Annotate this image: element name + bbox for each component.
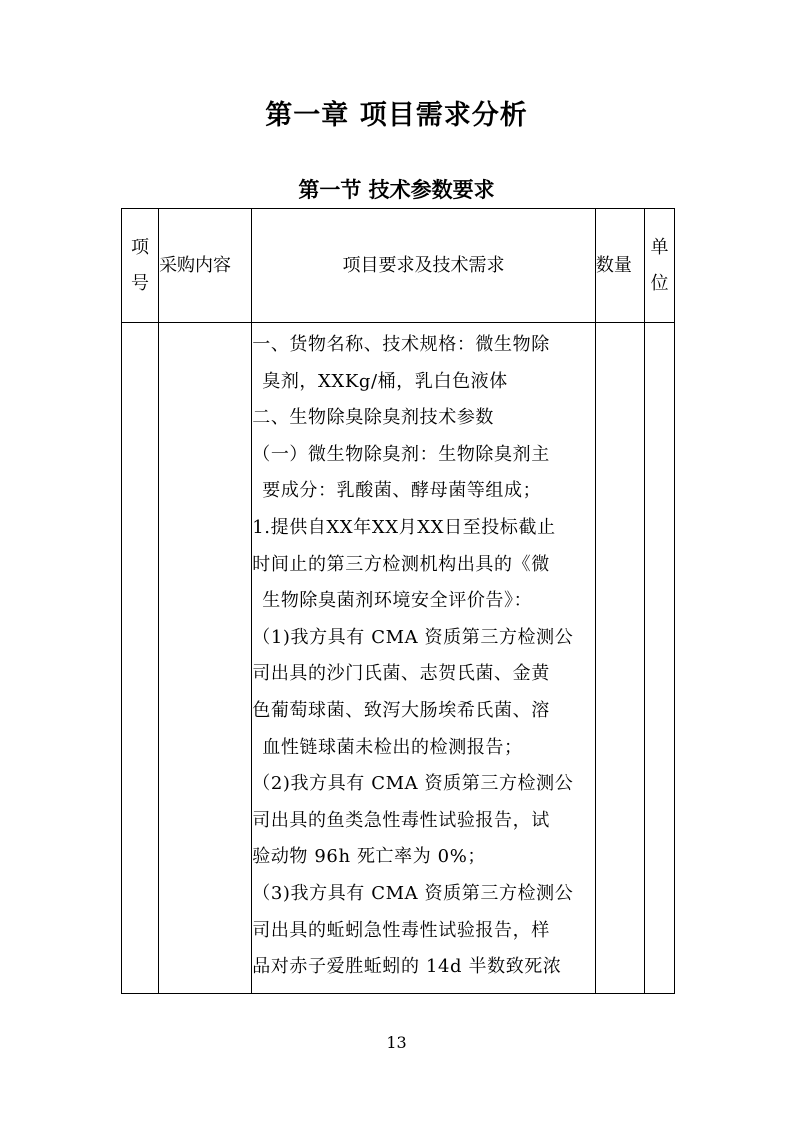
requirement-line: 时间止的第三方检测机构出具的《微 [252,553,550,575]
requirement-line: 1.提供自XX年XX月XX日至投标截止 [252,516,556,538]
requirement-line: 臭剂，XXKg/桶，乳白色液体 [262,370,508,392]
technical-parameters-table [121,208,675,994]
section-title: 第一节 技术参数要求 [298,177,495,202]
cell-item-number [122,323,159,994]
requirement-line: （2)我方具有 CMA 资质第三方检测公 [252,773,574,795]
header-unit-line2: 位 [650,272,669,294]
cell-requirements [252,323,596,994]
requirement-line: 品对赤子爱胜蚯蚓的 14d 半数致死浓 [252,956,562,978]
requirement-line: 司出具的沙门氏菌、志贺氏菌、金黄 [252,663,550,685]
cell-unit [644,323,674,994]
requirement-line: 一、货物名称、技术规格：微生物除 [252,334,550,355]
requirement-line: （1)我方具有 CMA 资质第三方检测公 [252,626,574,648]
requirement-line: 司出具的鱼类急性毒性试验报告，试 [252,809,550,831]
header-item-number [122,209,159,323]
requirement-line: 司出具的蚯蚓急性毒性试验报告，样 [252,919,550,941]
cell-procurement-content [159,323,252,994]
header-procurement-content: 采购内容 [159,209,252,323]
requirement-line: （一）微生物除臭剂：生物除臭剂主 [252,443,550,465]
requirement-line: 要成分：乳酸菌、酵母菌等组成； [262,480,542,502]
requirement-line: 色葡萄球菌、致泻大肠埃希氏菌、溶 [252,699,550,721]
header-item-number-line1: 项 [131,236,150,258]
header-requirements: 项目要求及技术需求 [252,209,596,323]
table-header-row [122,209,675,323]
requirement-line: （3)我方具有 CMA 资质第三方检测公 [252,882,574,904]
requirement-line: 验动物 96h 死亡率为 0%； [252,846,487,868]
requirement-line: 血性链球菌未检出的检测报告； [262,736,523,758]
header-quantity: 数量 [595,209,644,323]
header-unit [644,209,674,323]
chapter-title: 第一章 项目需求分析 [265,100,528,131]
cell-quantity [595,323,644,994]
requirement-line: 二、生物除臭除臭剂技术参数 [252,407,495,429]
header-item-number-line2: 号 [131,272,150,294]
page-number: 13 [386,1033,407,1052]
table-row [122,323,675,994]
requirement-line: 生物除臭菌剂环境安全评价告》： [262,590,533,612]
header-unit-line1: 单 [650,236,669,258]
